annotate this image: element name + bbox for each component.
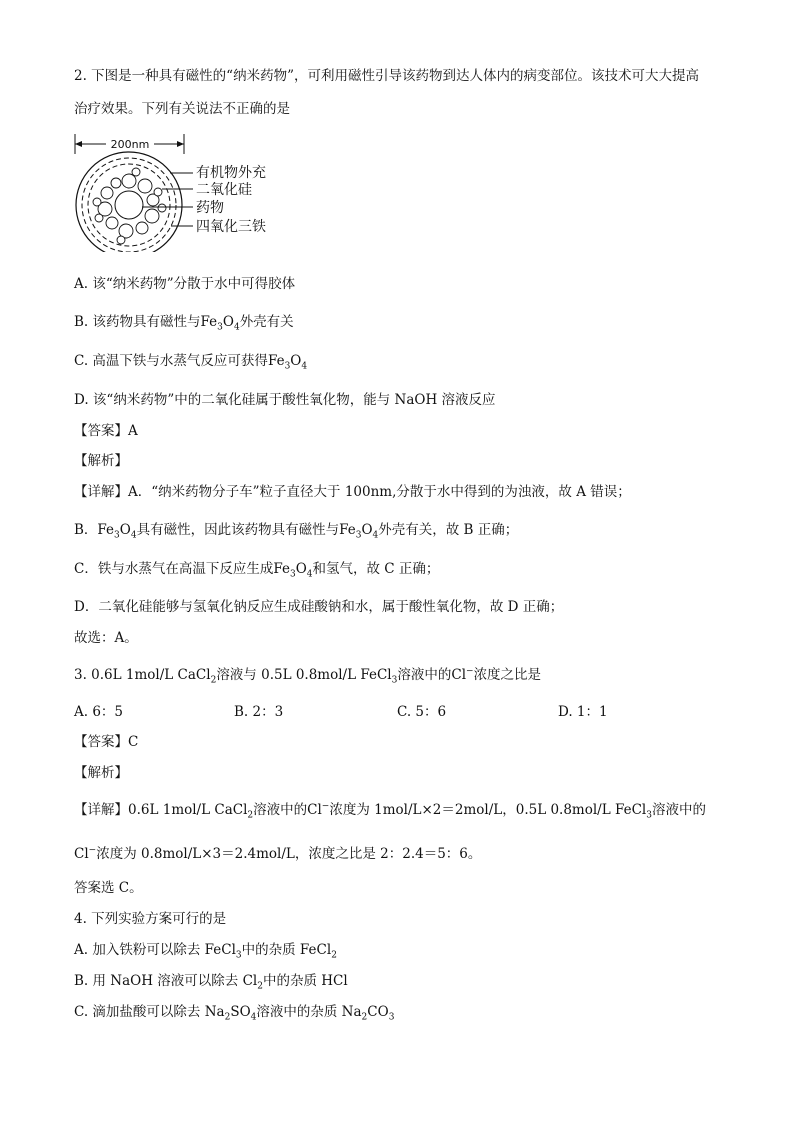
- q2-option-d: D. 该“纳米药物”中的二氧化硅属于酸性氧化物，能与 NaOH 溶液反应: [74, 392, 496, 408]
- dimension-arrow-left: [75, 141, 82, 147]
- q3-conclusion: 答案选 C。: [74, 880, 143, 896]
- label-drug: 药物: [196, 200, 224, 216]
- q4-stem: 4. 下列实验方案可行的是: [74, 911, 227, 927]
- q4-option-b: B. 用 NaOH 溶液可以除去 $Cl_2$中的杂质 HCl: [74, 973, 348, 992]
- label-fe3o4: 四氧化三铁: [196, 219, 266, 235]
- label-silica: 二氧化硅: [196, 182, 252, 198]
- q2-conclusion: 故选：A。: [74, 630, 138, 646]
- q2-analysis-tag: 【解析】: [74, 453, 128, 469]
- dimension-arrow-right: [177, 141, 184, 147]
- q3-option-c: C. 5：6: [397, 704, 447, 720]
- q3-detail-line1: 【详解】0.6L 1mol/L CaCl$_2$溶液中的Cl−浓度为 1mol/L×2＝2mol/L，0.5L 0.8mol/L FeCl$_3$溶液中的: [74, 801, 706, 821]
- q3-stem: 3. 0.6L 1mol/L CaCl$_2$溶液与 0.5L 0.8mol/L FeCl$_3$溶液中的Cl−浓度之比是: [74, 666, 542, 686]
- answer-tag: 【答案】: [74, 423, 128, 439]
- nano-drug-diagram: [66, 130, 296, 252]
- q2-detail-a: 【详解】A．“纳米药物分子车”粒子直径大于 100nm,分散于水中得到的为浊液，故 A 错误；: [74, 484, 631, 500]
- q2-option-b: B. 该药物具有磁性与$Fe_3O_4$外壳有关: [74, 314, 294, 333]
- q2-detail-c: C．铁与水蒸气在高温下反应生成$Fe_3O_4$和氢气，故 C 正确；: [74, 561, 440, 580]
- q4-option-a: A. 加入铁粉可以除去 FeCl$_3$中的杂质 FeCl$_2$: [74, 942, 337, 961]
- answer-tag: 【答案】: [74, 734, 128, 750]
- q3-option-a: A. 6：5: [74, 704, 124, 720]
- q4-option-c: C. 滴加盐酸可以除去 $Na_2SO_4$溶液中的杂质 $Na_2CO_3$: [74, 1004, 395, 1023]
- q2-option-c: C. 高温下铁与水蒸气反应可获得$Fe_3O_4$: [74, 353, 308, 372]
- q3-option-d: D. 1：1: [558, 704, 608, 720]
- label-organic-shell: 有机物外充: [196, 165, 266, 181]
- q2-stem-line2: 治疗效果。下列有关说法不正确的是: [74, 101, 290, 117]
- q2-detail-b: B．$Fe_3O_4$具有磁性，因此该药物具有磁性与$Fe_3O_4$外壳有关，故 B 正确；: [74, 522, 519, 541]
- q3-detail-line2: Cl−浓度为 0.8mol/L×3＝2.4mol/L，浓度之比是 2：2.4＝5：6。: [74, 845, 482, 862]
- q2-detail-d: D．二氧化硅能够与氢氧化钠反应生成硅酸钠和水，属于酸性氧化物，故 D 正确；: [74, 599, 564, 615]
- q2-option-a: A. 该“纳米药物”分散于水中可得胶体: [74, 276, 296, 292]
- q3-answer: 【答案】C: [74, 734, 139, 750]
- drug-core: [115, 191, 143, 219]
- q2-answer: 【答案】A: [74, 423, 138, 439]
- silica-spheres: [93, 168, 166, 244]
- q2-stem-line1: 2. 下图是一种具有磁性的“纳米药物”，可利用磁性引导该药物到达人体内的病变部位。该技术可大大提高: [74, 68, 699, 84]
- q3-analysis-tag: 【解析】: [74, 765, 128, 781]
- dimension-label: 200nm: [110, 138, 150, 151]
- q3-option-b: B. 2：3: [234, 704, 284, 720]
